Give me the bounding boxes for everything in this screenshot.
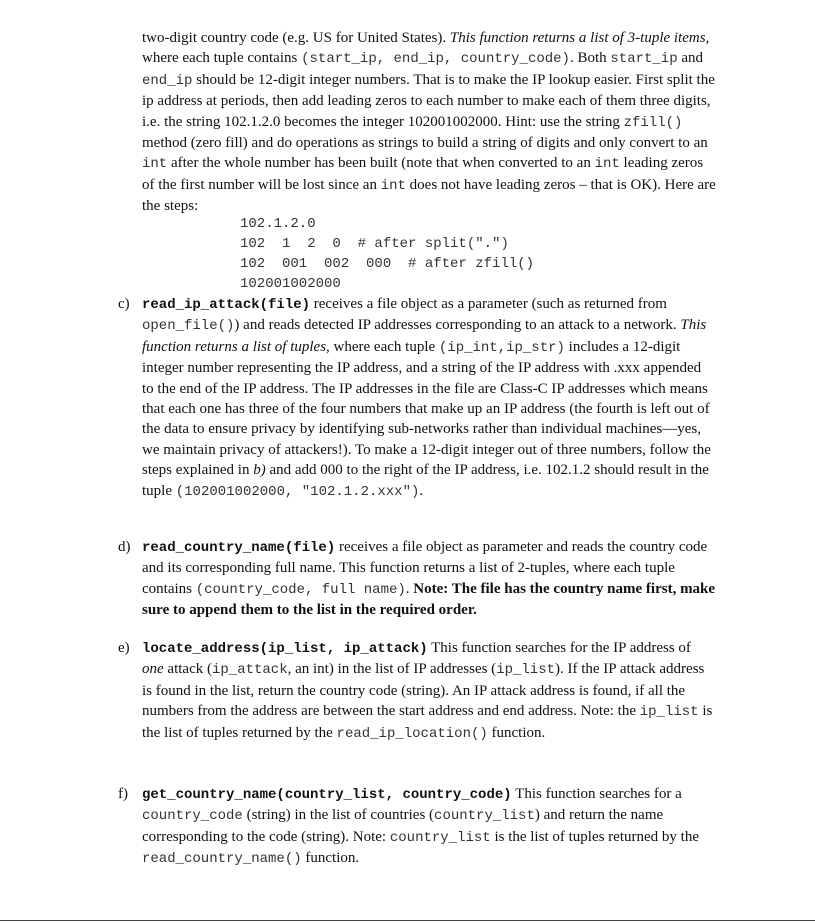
code-line: 102 1 2 0 # after split(".") [240,236,509,252]
text: is the list of tuples returned by the [142,703,713,741]
inline-code: start_ip [610,51,678,68]
inline-code: ip_attack [211,662,288,679]
text: and [677,50,704,67]
function-signature: read_ip_attack(file) [142,297,311,313]
text: after the whole number has been built (note that when converted to an [167,155,595,172]
text: is the list of tuples returned by the [490,828,699,845]
inline-code: end_ip [142,72,193,89]
text: . Both [569,50,611,67]
emphasis: b) [253,462,266,479]
code-line: 102001002000 [240,276,341,292]
emphasis: This function returns a list of tuples [142,317,707,355]
inline-code: country_code [142,808,243,825]
section-d-label: d) [118,539,131,555]
text: . [405,580,414,597]
text: ) and return the name corresponding to the code (string). Note: [142,807,664,845]
note: Note: The file has the country name first, make sure to append them to the list in the required order. [142,580,716,619]
text: , where each tuple [326,338,439,355]
inline-code: int [142,156,168,173]
inline-code: (start_ip, end_ip, country_code) [301,51,570,68]
section-c-label: c) [118,296,130,312]
section-d-text [142,537,716,621]
inline-code: (ip_int,ip_str) [438,339,565,356]
text: includes a 12-digit integer number representing the IP address, and a string of the IP address with .xxx appended to the end of the IP address. The IP addresses in the file are Class-C IP addresses which means that each one has three of the four numbers that make up an IP address (the fourth is left out of the data to ensure privacy by identifying sub-networks rather than individual machines—yes, we maintain privacy of attackers!). To make a 12-digit integer out of three numbers, follow the steps explained in [142,338,711,479]
text: ) and reads detected IP addresses corresponding to an attack to a network. [234,317,681,334]
section-f-text [142,784,716,870]
text: This function searches for the IP address of [427,640,691,656]
inline-code: (102001002000, "102.1.2.xxx") [175,483,420,500]
text: does not have leading zeros – that is OK). Here are the steps: [142,176,716,215]
text: This function searches for a [511,786,682,802]
text: and add 000 to the right of the IP address, i.e. 102.1.2 should result in the tuple [142,462,709,499]
text: function. [487,724,546,741]
function-signature: read_country_name(file) [142,540,336,556]
inline-code: (country_code, full name) [195,581,406,598]
inline-code: read_ip_location() [336,725,488,742]
text: method (zero fill) and do operations as strings to build a string of digits and only convert to an [142,135,708,152]
text: (string) in the list of countries ( [242,807,435,824]
inline-code: int [380,177,406,194]
inline-code: ip_list [496,662,555,679]
inline-code: read_country_name() [142,851,302,868]
text: where each tuple contains [142,50,302,67]
code-example [240,214,534,294]
section-c-text [142,294,716,502]
section-f-label: f) [118,786,128,802]
inline-code: country_list [389,829,491,846]
page-bottom-rule [0,920,815,921]
section-e-text [142,638,716,744]
text: leading zeros of the first number will be lost since an [142,155,704,193]
inline-code: int [594,156,620,173]
text: function. [301,850,360,867]
function-signature: get_country_name(country_list, country_code) [142,787,512,803]
text: receives a file object as parameter and reads the country code and its corresponding full name. This function returns a list of 2-tuples, where each tuple contains [142,539,708,597]
inline-code: ip_list [639,704,699,721]
text: ). If the IP attack address is found in the list, return the country code (string). An IP attack address is found, if all the numbers from the address are between the start address and end address. Note: the [142,661,705,720]
text: , an int) in the list of IP addresses ( [287,661,497,678]
emphasis: one [142,661,164,678]
emphasis: This function returns a list of 3-tuple items, [449,30,710,46]
code-line: 102 001 002 000 # after zfill() [240,256,535,272]
inline-code: country_list [434,808,535,825]
inline-code: open_file() [142,318,235,335]
text: two-digit country code (e.g. US for United States). [142,30,450,46]
text: should be 12-digit integer numbers. That is to make the IP lookup easier. First split the ip address at periods, then add leading zeros to each number to make each of them three digits, i.e. the string 102.1.2.0 becomes the integer 102001002000. Hint: use the string [142,71,715,130]
text: receives a file object as a parameter (such as returned from [310,296,667,312]
function-signature: locate_address(ip_list, ip_attack) [142,641,428,657]
section-e-label: e) [118,640,130,656]
section-b-text [142,28,716,217]
text: attack ( [163,661,212,678]
code-line: 102.1.2.0 [240,216,316,232]
inline-code: zfill() [623,114,683,131]
text: . [419,482,424,499]
